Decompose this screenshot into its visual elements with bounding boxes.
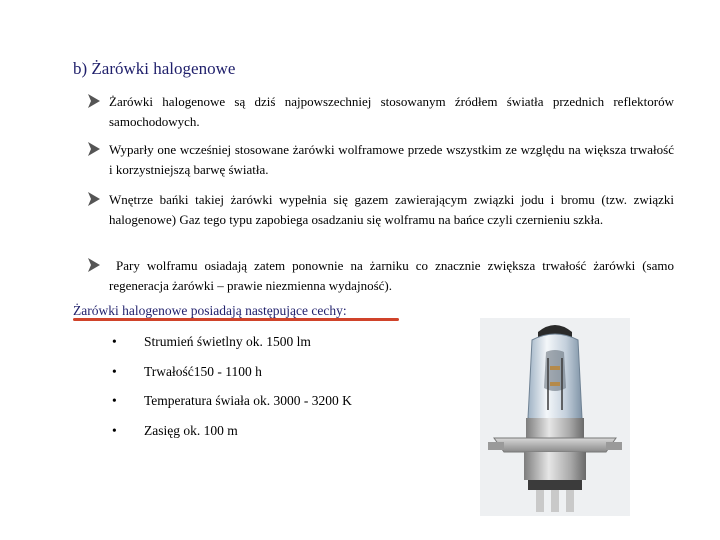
bullet-item <box>88 256 678 296</box>
arrowhead-bullet-icon <box>88 258 100 272</box>
bullet-text: Wnętrze bańki takiej żarówki wypełnia się gazem zawierającym związki jodu i bromu (tzw. związki halogenowe) Gaz tego typu zapobiega osadzaniu się wolframu na bańce czyli czernieniu szkła. <box>109 192 674 227</box>
bullet-text: Żarówki halogenowe są dziś najpowszechniej stosowanym źródłem światła przednich reflektorów samochodowych. <box>109 94 674 129</box>
arrowhead-bullet-icon <box>88 192 100 206</box>
feature-text: Trwałość150 - 1100 h <box>144 363 262 379</box>
heading-underline <box>73 318 399 321</box>
halogen-bulb-illustration <box>480 318 630 516</box>
bullet-item <box>88 190 674 230</box>
bullet-dot: • <box>112 393 117 408</box>
halogen-bulb-photo <box>480 318 630 516</box>
bullet-dot: • <box>112 363 117 379</box>
bullet-item <box>88 140 674 180</box>
bullet-text: Wyparły one wcześniej stosowane żarówki wolframowe przede wszystkim ze względu na większa trwałość i korzystniejszą barwę światła. <box>109 142 674 177</box>
feature-text: Strumień świetlny ok. 1500 lm <box>144 334 311 349</box>
bullet-dot: • <box>112 422 117 438</box>
features-heading: Żarówki halogenowe posiadają następujące cechy: <box>73 303 347 318</box>
bullet-dot: • <box>112 334 117 349</box>
arrowhead-bullet-icon <box>88 94 100 108</box>
feature-text: Temperatura świała ok. 3000 - 3200 K <box>144 393 352 408</box>
bullet-text: Pary wolframu osiadają zatem ponownie na żarniku co znacznie zwiększa trwałość żarówki (samo regeneracja żarówki – prawie niezmienna wydajność). <box>109 258 678 293</box>
feature-text: Zasięg ok. 100 m <box>144 422 238 438</box>
slide-title: b) Żarówki halogenowe <box>73 59 236 78</box>
arrowhead-bullet-icon <box>88 142 100 156</box>
bullet-item <box>88 92 674 132</box>
